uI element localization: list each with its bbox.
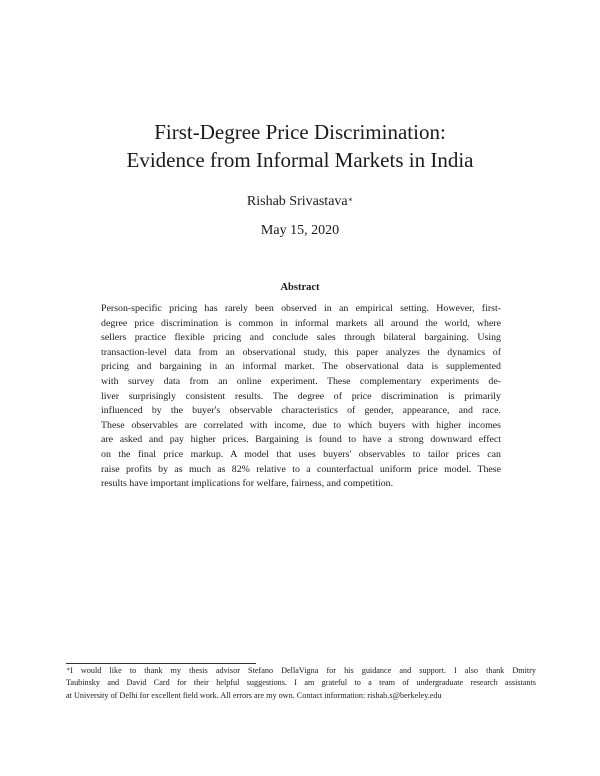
abstract-line: results have important implications for welfare, fairness, and competition. [101, 478, 394, 490]
footnote-line: at University of Delhi for excellent field work. All errors are my own. Contact information: rishab.s@berkeley.edu [66, 690, 442, 700]
footnote-line-text: I would like to thank my thesis advisor Stefano DellaVigna for his guidance and support. I also thank Dmitry [70, 666, 536, 675]
abstract-line: These observables are correlated with income, due to which buyers with higher incomes [101, 419, 501, 431]
abstract-line: transaction-level data from an observational study, this paper analyzes the dynamics of [101, 346, 501, 358]
title-line-2: Evidence from Informal Markets in India [126, 148, 474, 172]
author-name [0, 193, 600, 211]
abstract-line: pricing and bargaining in an informal market. The observational data is supplemented [101, 361, 501, 373]
paper-title [0, 118, 600, 174]
footnote-rule [66, 663, 256, 664]
abstract-body [101, 302, 501, 492]
abstract-line: are asked and pay higher prices. Bargaining is found to have a strong downward effect [101, 434, 501, 446]
abstract-line: sellers practice flexible pricing and conclude sales through bilateral bargaining. Using [101, 332, 501, 344]
abstract-line: raise profits by as much as 82% relative to a counterfactual uniform price model. These [101, 463, 501, 475]
footnote-mark: ∗ [66, 667, 71, 673]
abstract-line: degree price discrimination is common in informal markets all around the world, where [101, 317, 501, 329]
abstract-line: Person-specific pricing has rarely been observed in an empirical setting. However, first- [101, 303, 501, 314]
abstract-line: on the final price markup. A model that uses buyers' observables to tailor prices can [101, 448, 501, 460]
paper-date: May 15, 2020 [260, 223, 340, 238]
abstract-line: influenced by the buyer's observable characteristics of gender, appearance, and race. [101, 405, 501, 417]
abstract-line: liver surprisingly consistent results. The degree of price discrimination is primarily [101, 390, 501, 402]
footnote-line: Taubinsky and David Card for their helpful suggestions. I am grateful to a team of undergraduate research assistants [66, 678, 536, 688]
abstract-line: with survey data from an online experiment. These complementary experiments de- [101, 375, 501, 387]
author-name-text: Rishab Srivastava [246, 194, 348, 209]
footnote [66, 665, 536, 702]
abstract-heading: Abstract [280, 282, 320, 293]
title-line-1: First-Degree Price Discrimination: [154, 120, 446, 144]
author-footnote-mark: ∗ [347, 195, 354, 204]
footnote-line [66, 665, 536, 677]
